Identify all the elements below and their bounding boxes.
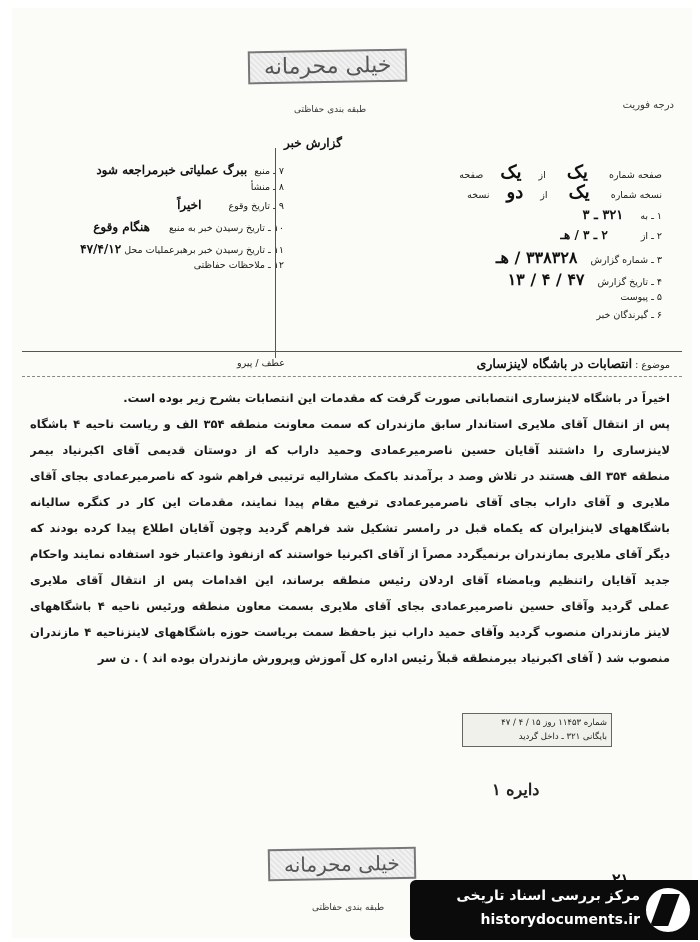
report-title: گزارش خبر <box>284 136 342 150</box>
left-field-origin: ۸ ـ منشأ <box>250 182 284 193</box>
body-line: لاینز مازندران منصوب گردید وآقای حمید داراب نیز باحفظ سمت بریاست حوزه باشگاههای لاینزناحیه ۴ مازندران <box>30 625 670 639</box>
body-line: ملایری و آقای داراب بجای آقای ناصرمیرعمادی ترفیع مقام پیدا نمایند، مقدمات این کار در کنگره سالیانه <box>30 495 670 509</box>
subject-text: انتصابات در باشگاه لاینزساری <box>476 356 633 371</box>
header-bottom-line <box>22 351 682 352</box>
body-line: منصوب شد ( آقای اکبرنیاد بیرمنطقه قبلاً رئیس اداره کل آموزش وپرورش مازندران بوده اند ) . ن سر <box>97 651 670 665</box>
document-page <box>12 8 692 938</box>
watermark-title: مرکز بررسی اسناد تاریخی <box>456 888 640 904</box>
body-line: اخیراً در باشگاه لاینزساری انتصاباتی صورت گرفت که مقدمات این انتصابات بشرح زیر بوده است. <box>123 391 670 405</box>
atf-label: عطف / پیرو <box>237 358 285 369</box>
body-line: جدید آقایان راتنظیم وبامضاء آقای اردلان رئیس منطقه برساند، این اقدامات پس از انتقال آقای ملایری <box>30 573 670 587</box>
subject-label: موضوع <box>641 360 670 371</box>
body-line: باشگاههای لاینزایران که یکماه قبل در رامسر تشکیل شد فراهم گردید وچون آقایان اطلاع پیدا کرده بودند که <box>30 521 670 535</box>
bottom-confidential-stamp: خیلی محرمانه <box>268 847 416 882</box>
left-field-security-notes: ۱۲ ـ ملاحظات حفاظتی <box>193 260 284 271</box>
watermark-url: historydocuments.ir <box>480 912 640 928</box>
right-field-copy: نسخه شماره یک از دو نسخه <box>467 182 662 203</box>
priority-label: درجه فوریت <box>622 100 674 111</box>
right-field-report-date: ۴ ـ تاریخ گزارش ۴۷ / ۴ / ۱۳ <box>507 270 662 289</box>
handwritten-note: دایره ۱ <box>492 780 540 799</box>
right-field-recipients: ۶ ـ گیرندگان خبر <box>596 310 662 321</box>
body-line: لاینزساری را داشتند آقایان حسین ناصرمیرعمادی وحمید داراب که از دوستان قدیمی آقای اکبرنیاد بیمر <box>30 443 670 457</box>
body-line: عملی گردید وآقای حسین ناصرمیرعمادی بجای آقای ملایری بسمت معاون منطقه ورئیس ناحیه ۴ باشگاههای <box>30 599 670 613</box>
right-field-attachment: ۵ ـ پیوست <box>620 292 662 303</box>
registration-stamp-line1: شماره ۱۱۴۵۳ روز ۱۵ / ۴ / ۴۷ <box>501 718 607 728</box>
left-field-occurrence-date: ۹ ـ تاریخ وقوع اخیراً <box>177 198 284 212</box>
subject-row: موضوع : انتصابات در باشگاه لاینزساری <box>476 356 670 371</box>
top-classification-label: طبقه بندی حفاظتی <box>294 105 367 115</box>
subject-underline <box>22 376 682 377</box>
left-field-news-to-source: ۱۰ ـ تاریخ رسیدن خبر به منبع هنگام وقوع <box>93 220 284 234</box>
right-field-from: ۲ ـ از ۲ ـ ۳ / هـ <box>560 228 662 242</box>
left-field-news-to-ops: ۱۱ ـ تاریخ رسیدن خبر برهبرعملیات محل ۴۷/۴/۱۲ <box>80 242 284 256</box>
bottom-classification-label: طبقه بندی حفاظتی <box>312 903 385 913</box>
left-field-source: ۷ ـ منبع ببرگ عملیاتی خبرمراجعه شود <box>96 163 284 177</box>
body-line: منطقه ۳۵۴ الف هستند در تلاش وصد د برآمدند باکمک مشارالیه ترتیبی فراهم شود که ناصرمیرعمادی بجای آقای <box>30 469 670 483</box>
right-field-report-number: ۳ ـ شماره گزارش ۳۳۸۳۲۸ / هـ <box>495 248 662 267</box>
registration-stamp <box>462 713 612 747</box>
registration-stamp-line2: بایگانی ۳۲۱ ـ داخل گردید <box>518 732 607 742</box>
right-field-to: ۱ ـ به ۳۲۱ ـ ۳ <box>582 208 662 223</box>
top-confidential-stamp: خیلی محرمانه <box>248 49 408 85</box>
body-line: پس از انتقال آقای ملایری استاندار سابق مازندران که سمت معاونت منطقه ۳۵۴ الف و ریاست ناحیه ۴ باشگاه <box>30 417 670 431</box>
archive-logo-icon <box>646 888 690 932</box>
header-divider <box>275 148 276 358</box>
watermark-logo <box>410 880 698 940</box>
body-line: دیگر آقای ملایری بمازندران برنمیگردد مصراً از آقای اکبرنیا خواستند که ازنفوذ واعتبار خود استفاده نمایند واحکام <box>30 547 670 561</box>
right-field-page: صفحه شماره یک از یک صفحه <box>459 162 662 183</box>
